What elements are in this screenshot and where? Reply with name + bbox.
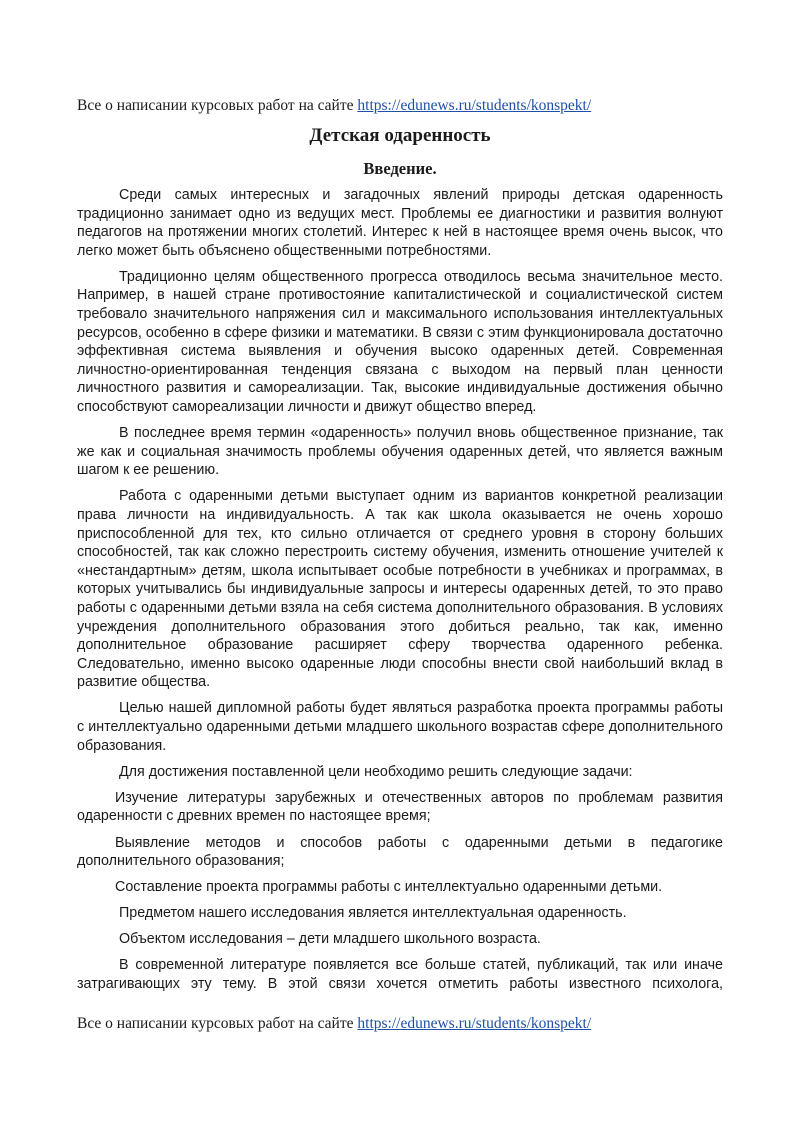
- document-body: [77, 186, 723, 1001]
- task-item-2: Выявление методов и способов работы с одаренными детьми в педагогике дополнительного образования;: [77, 834, 723, 870]
- paragraph-3: В последнее время термин «одаренность» получил вновь общественное признание, так же как и социальная значимость проблемы обучения одаренных детей, что является важным шагом к ее решению.: [77, 425, 723, 479]
- paragraph-5: Целью нашей дипломной работы будет являться разработка проекта программы работы с интеллектуально одаренными детьми младшего школьного возрастав сфере дополнительного образования.: [77, 700, 723, 754]
- task-item-1: Изучение литературы зарубежных и отечественных авторов по проблемам развития одаренности с древних времен по настоящее время;: [77, 789, 723, 825]
- document-title: Детская одаренность: [309, 125, 491, 146]
- paragraph-object: Объектом исследования – дети младшего школьного возраста.: [119, 931, 541, 948]
- header-text: Все о написании курсовых работ на сайте: [77, 97, 358, 114]
- paragraph-literature: В современной литературе появляется все больше статей, публикаций, так или иначе затрагивающих эту тему. В этой связи хочется отметить работы известного психолога,: [77, 957, 723, 993]
- task-item-3: Составление проекта программы работы с интеллектуально одаренными детьми.: [115, 879, 663, 896]
- paragraph-1: Среди самых интересных и загадочных явлений природы детская одаренность традиционно занимает одно из ведущих мест. Проблемы ее диагностики и развития волнуют педагогов на протяжении многих столетий. Интерес к ней в настоящее время очень высок, что легко может быть объяснено общественными потребностями.: [77, 187, 723, 259]
- paragraph-2: Традиционно целям общественного прогресса отводилось весьма значительное место. Например, в нашей стране противостояние капиталистической и социалистической систем требовало значительного напряжения сил и максимального использования интеллектуальных ресурсов, особенно в сфере физики и математики. В связи с этим функционировала достаточно эффективная система выявления и обучения высоко одаренных детей. Современная личностно-ориентированная тенденция связана с выходом на первый план ценности личностного развития и самореализации. Так, высокие индивидуальные достижения обычно способствуют самореализации личности и движут общество вперед.: [77, 268, 723, 416]
- paragraph-4: Работа с одаренными детьми выступает одним из вариантов конкретной реализации права личности на индивидуальность. А так как школа оказывается не очень хорошо приспособленной для тех, кто сильно отличается от среднего уровня в сторону больших способностей, так как сложно перестроить систему обучения, изменить отношение учителей к «нестандартным» детям, школа испытывает особые потребности в учебниках и программах, в которых учитывались бы индивидуальные запросы и интересы одаренных детей, то это право работы с одаренными детьми взяла на себя система дополнительного образования. В условиях учреждения дополнительного образования этого добиться реально, так как, именно дополнительное образование расширяет сферу творчества одаренного ребенка. Следовательно, именно высоко одаренные люди способны внести свой наибольший вклад в развитие общества.: [77, 488, 723, 691]
- paragraph-subject: Предметом нашего исследования является интеллектуальная одаренность.: [119, 905, 627, 922]
- footer-text: Все о написании курсовых работ на сайте: [77, 1015, 358, 1032]
- footer-link[interactable]: https://edunews.ru/students/konspekt/: [357, 1015, 592, 1032]
- paragraph-6: Для достижения поставленной цели необходимо решить следующие задачи:: [119, 763, 633, 780]
- page-header: [77, 97, 591, 115]
- header-link[interactable]: https://edunews.ru/students/konspekt/: [357, 97, 592, 114]
- page-footer: [77, 1015, 591, 1033]
- section-heading: Введение.: [363, 159, 437, 178]
